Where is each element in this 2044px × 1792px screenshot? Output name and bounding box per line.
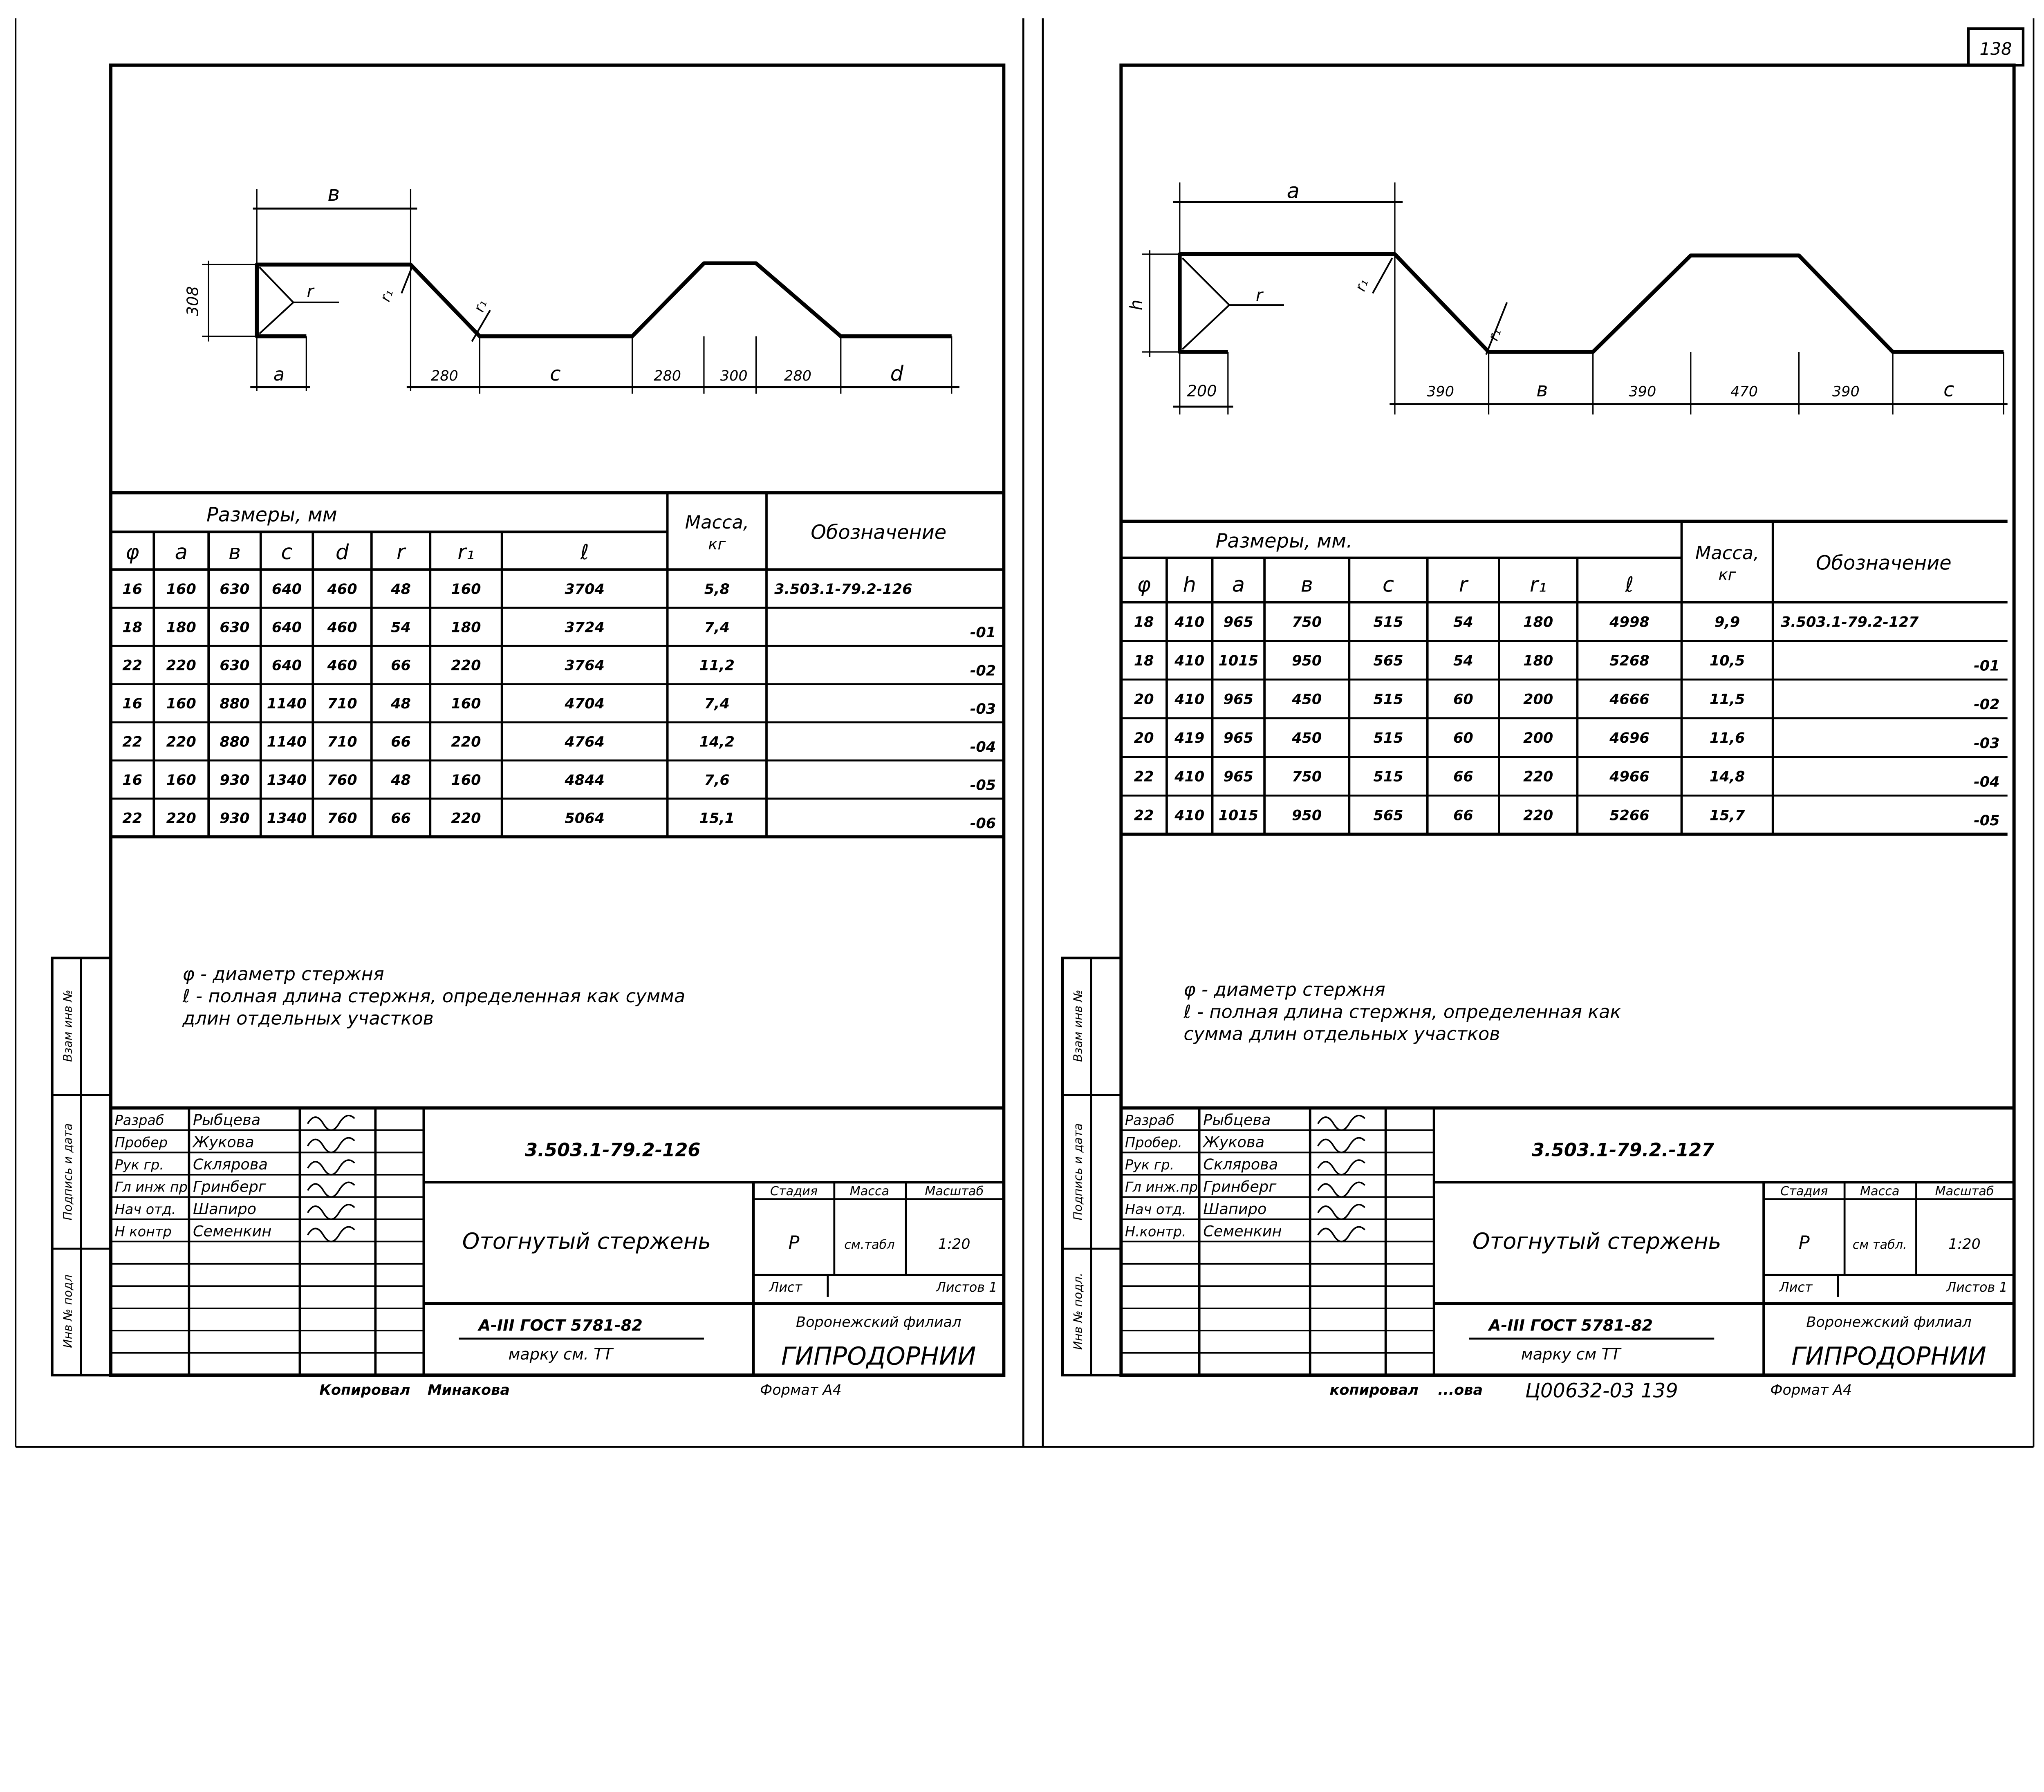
role-label: Нач отд. <box>114 1201 176 1218</box>
table-cell: 965 <box>1223 730 1253 747</box>
scale-label: Масштаб <box>925 1184 984 1199</box>
bent-bar-drawing <box>184 182 959 394</box>
designation-header: Обозначение <box>1815 552 1952 575</box>
signature-mark <box>308 1227 355 1241</box>
mass-label: Масса <box>1860 1184 1900 1199</box>
table-cell: 9,9 <box>1715 614 1740 631</box>
document-code: 3.503.1-79.2.-127 <box>1531 1139 1715 1161</box>
stage-label: Стадия <box>770 1184 818 1199</box>
mass-header: Масса, <box>1695 542 1759 564</box>
table-cell: 180 <box>166 619 196 636</box>
table-cell: 22 <box>1134 807 1154 824</box>
dim-label-a: a <box>1286 179 1300 204</box>
role-label: Разраб <box>1125 1112 1174 1129</box>
table-cell: 410 <box>1174 768 1205 785</box>
material-spec: А-III ГОСТ 5781-82 <box>1488 1316 1653 1335</box>
mass-label: Масса <box>849 1184 890 1199</box>
column-header: r <box>1459 573 1468 597</box>
copier-name: Минакова <box>427 1381 510 1398</box>
signature-mark <box>1318 1205 1365 1219</box>
table-group-header: Размеры, мм <box>206 504 337 526</box>
person-name: Семенкин <box>1203 1222 1282 1240</box>
title-block <box>1121 1108 2014 1375</box>
signature-mark <box>1318 1227 1365 1241</box>
table-cell: 160 <box>166 580 196 598</box>
table-cell: 4966 <box>1609 768 1650 785</box>
table-cell: 515 <box>1373 614 1403 631</box>
table-cell: 220 <box>451 657 481 674</box>
table-row <box>122 695 996 717</box>
signature-mark <box>308 1182 355 1197</box>
bent-bar-drawing <box>1126 179 2007 414</box>
radius1-label: r₁ <box>1485 326 1505 343</box>
table-cell: 410 <box>1174 807 1205 824</box>
table-cell: 160 <box>451 771 481 788</box>
column-header: c <box>1383 573 1394 597</box>
table-cell: 220 <box>451 733 481 750</box>
margin-stamp <box>52 958 111 1375</box>
table-cell: 10,5 <box>1709 652 1745 669</box>
material-spec: А-III ГОСТ 5781-82 <box>478 1316 643 1335</box>
table-row <box>122 581 912 598</box>
table-cell: 760 <box>327 771 357 788</box>
table-cell: 200 <box>1523 691 1553 708</box>
table-cell: 220 <box>1523 768 1553 785</box>
person-name: Рыбцева <box>193 1111 261 1129</box>
stamp-label: Инв № подл <box>61 1275 75 1348</box>
radius1-label: r₁ <box>377 287 397 304</box>
person-name: Шапиро <box>193 1200 257 1218</box>
table-cell: 66 <box>391 657 411 674</box>
table-cell: 160 <box>166 695 196 712</box>
mass-header-unit: кг <box>1718 566 1736 585</box>
format-label: Формат А4 <box>760 1381 842 1398</box>
table-cell: 220 <box>166 657 196 674</box>
organization-branch: Воронежский филиал <box>1806 1314 1972 1331</box>
table-cell: 54 <box>1453 614 1473 631</box>
designation-cell: -03 <box>1974 735 2000 752</box>
radius-leader <box>1373 258 1392 293</box>
table-cell: 160 <box>451 580 481 598</box>
column-header: r <box>397 540 406 564</box>
role-label: Н.контр. <box>1125 1223 1186 1240</box>
table-cell: 410 <box>1174 691 1205 708</box>
role-label: Пробер. <box>1125 1134 1182 1151</box>
column-header: d <box>335 540 349 564</box>
table-cell: 200 <box>1523 730 1553 747</box>
table-cell: 15,7 <box>1709 807 1745 824</box>
table-cell: 48 <box>391 580 411 598</box>
radius-label: r <box>1255 285 1263 305</box>
table-cell: 515 <box>1373 691 1403 708</box>
column-header: φ <box>1137 573 1151 597</box>
table-cell: 880 <box>220 695 250 712</box>
dim-label-seg3: 300 <box>720 367 748 385</box>
designation-cell: -02 <box>970 662 996 679</box>
column-header: в <box>1300 573 1313 597</box>
table-row <box>122 772 996 794</box>
sheets-label: Листов 1 <box>1946 1279 2008 1295</box>
table-cell: 4764 <box>565 733 605 750</box>
person-name: Жукова <box>1203 1133 1265 1151</box>
table-cell: 640 <box>271 657 302 674</box>
table-cell: 460 <box>327 580 357 598</box>
table-cell: 20 <box>1134 691 1154 708</box>
table-cell: 1015 <box>1218 807 1259 824</box>
table-cell: 20 <box>1134 730 1154 747</box>
table-cell: 965 <box>1223 768 1253 785</box>
table-cell: 965 <box>1223 691 1253 708</box>
note-line: ℓ - полная длина стержня, определенная как <box>1183 1001 1621 1023</box>
signature-mark <box>1318 1116 1365 1130</box>
footer <box>1330 1380 1852 1402</box>
material-note: марку см. ТТ <box>508 1345 613 1364</box>
table-cell: 160 <box>451 695 481 712</box>
table-cell: 1340 <box>267 771 307 788</box>
table-cell: 54 <box>391 619 411 636</box>
role-label: Пробер <box>114 1134 168 1151</box>
table-cell: 14,8 <box>1709 768 1745 785</box>
footer <box>319 1382 842 1398</box>
stamp-label: Подпись и дата <box>1071 1123 1085 1221</box>
designation-cell: -06 <box>970 815 996 832</box>
stage-value: Р <box>1798 1232 1810 1253</box>
person-name: Рыбцева <box>1203 1111 1271 1129</box>
table-cell: 5268 <box>1609 652 1650 669</box>
column-header: r₁ <box>1530 573 1547 597</box>
table-cell: 419 <box>1174 730 1205 747</box>
table-cell: 450 <box>1292 691 1322 708</box>
signature-mark <box>308 1160 355 1175</box>
table-cell: 710 <box>327 695 357 712</box>
table-cell: 7,6 <box>704 771 730 788</box>
designation-header: Обозначение <box>811 521 947 544</box>
table-cell: 515 <box>1373 768 1403 785</box>
role-label: Рук гр. <box>114 1157 164 1173</box>
table-row <box>1134 614 1919 630</box>
table-cell: 950 <box>1292 652 1322 669</box>
role-label: Рук гр. <box>1125 1157 1174 1173</box>
title-block <box>111 1108 1004 1375</box>
archive-number: Ц00632-03 139 <box>1525 1380 1678 1402</box>
copied-by-label: Копировал <box>319 1381 410 1398</box>
sheet-1 <box>52 65 1004 1398</box>
person-name: Шапиро <box>1203 1200 1267 1218</box>
table-row <box>122 733 996 755</box>
table-cell: 16 <box>122 695 143 712</box>
person-name: Жукова <box>193 1133 254 1151</box>
bar-outline <box>257 263 952 336</box>
table-cell: 11,5 <box>1709 691 1745 708</box>
column-header: φ <box>125 540 139 564</box>
table-row <box>122 619 996 641</box>
table-cell: 750 <box>1292 768 1322 785</box>
table-group-header: Размеры, мм. <box>1215 530 1353 553</box>
role-label: Нач отд. <box>1125 1201 1186 1218</box>
signature-mark <box>1318 1182 1365 1197</box>
dim-label-a: a <box>273 364 285 385</box>
table-cell: 410 <box>1174 614 1205 631</box>
notes <box>1183 979 1621 1044</box>
copied-by-label: копировал <box>1329 1381 1419 1398</box>
dim-label-h: h <box>1126 300 1146 311</box>
person-name: Гринберг <box>193 1178 267 1196</box>
table-cell: 5266 <box>1609 807 1650 824</box>
column-header: c <box>281 540 293 564</box>
stamp-label: Подпись и дата <box>61 1123 75 1221</box>
table-cell: 220 <box>166 810 196 827</box>
signature-mark <box>1318 1160 1365 1175</box>
sheet-label: Лист <box>1779 1279 1813 1295</box>
radius1-label: r₁ <box>1351 277 1372 293</box>
column-header: a <box>1232 573 1245 597</box>
dimensions-table <box>111 493 1004 837</box>
document-title: Отогнутый стержень <box>462 1228 711 1254</box>
dim-label-200: 200 <box>1187 382 1217 401</box>
table-cell: 1140 <box>267 733 307 750</box>
column-header: ℓ <box>580 540 589 564</box>
table-cell: 11,2 <box>699 657 735 674</box>
sheet-label: Лист <box>769 1279 802 1295</box>
designation-cell: -05 <box>1974 812 2000 829</box>
table-cell: 66 <box>391 733 411 750</box>
designation-cell: -04 <box>1974 773 2000 791</box>
scale-value: 1:20 <box>1948 1235 1981 1252</box>
dim-label-b: в <box>327 182 340 206</box>
table-cell: 220 <box>451 810 481 827</box>
table-cell: 1015 <box>1218 652 1259 669</box>
table-row <box>122 657 996 679</box>
note-line: φ - диаметр стержня <box>1183 979 1385 1001</box>
radius1-label: r₁ <box>471 298 491 315</box>
page-number-box <box>1968 29 2023 65</box>
table-cell: 460 <box>327 657 357 674</box>
table-cell: 160 <box>166 771 196 788</box>
note-line: φ - диаметр стержня <box>182 963 384 985</box>
bar-outline <box>1180 254 2004 352</box>
table-cell: 66 <box>391 810 411 827</box>
table-cell: 630 <box>220 580 250 598</box>
table-cell: 7,4 <box>704 695 730 712</box>
signature-mark <box>308 1138 355 1153</box>
table-cell: 220 <box>1523 807 1553 824</box>
scale-label: Масштаб <box>1935 1184 1994 1199</box>
dim-label-seg_c: c <box>550 363 561 386</box>
material-note: марку см ТТ <box>1521 1345 1621 1364</box>
organization-branch: Воронежский филиал <box>796 1314 961 1331</box>
document-title: Отогнутый стержень <box>1472 1228 1721 1254</box>
signature-mark <box>1318 1138 1365 1153</box>
designation-cell: -05 <box>970 777 996 794</box>
table-cell: 460 <box>327 619 357 636</box>
table-cell: 1140 <box>267 695 307 712</box>
table-cell: 4696 <box>1609 730 1650 747</box>
table-cell: 16 <box>122 580 143 598</box>
designation-cell: -01 <box>970 624 996 641</box>
table-cell: 630 <box>220 657 250 674</box>
note-line: ℓ - полная длина стержня, определенная как сумма <box>182 986 686 1007</box>
dim-label-seg_d: d <box>890 362 904 386</box>
table-cell: 60 <box>1453 691 1473 708</box>
table-cell: 965 <box>1223 614 1253 631</box>
table-cell: 22 <box>1134 768 1154 785</box>
sheet-2 <box>1062 65 2014 1402</box>
role-label: Гл инж.пр. <box>1125 1179 1202 1195</box>
organization-name: ГИПРОДОРНИИ <box>1791 1342 1986 1371</box>
table-cell: 22 <box>122 657 143 674</box>
format-label: Формат А4 <box>1770 1381 1852 1398</box>
column-header: ℓ <box>1625 573 1634 597</box>
dim-label-seg_c: в <box>1536 379 1548 401</box>
radius-triangle <box>260 267 294 334</box>
organization-name: ГИПРОДОРНИИ <box>781 1342 976 1371</box>
table-cell: 18 <box>122 619 143 636</box>
table-cell: 5064 <box>565 810 605 827</box>
table-cell: 180 <box>1523 652 1553 669</box>
signature-mark <box>308 1205 355 1219</box>
stamp-label: Инв № подл. <box>1071 1272 1085 1350</box>
radius-label: r <box>307 282 314 302</box>
designation-cell: -01 <box>1974 657 2000 674</box>
table-cell: 18 <box>1134 652 1154 669</box>
dim-label-seg2: 390 <box>1629 383 1656 400</box>
table-cell: 180 <box>451 619 481 636</box>
dim-label-seg1: 280 <box>430 367 458 385</box>
signature-mark <box>308 1116 355 1130</box>
table-cell: 60 <box>1453 730 1473 747</box>
table-cell: 48 <box>391 771 411 788</box>
table-cell: 14,2 <box>699 733 735 750</box>
stage-value: Р <box>788 1232 800 1253</box>
radius-triangle <box>1182 258 1229 349</box>
table-cell: 54 <box>1453 652 1473 669</box>
note-line: сумма длин отдельных участков <box>1183 1023 1500 1045</box>
table-cell: 7,4 <box>704 619 730 636</box>
dim-label-seg_d: c <box>1943 379 1954 401</box>
designation-cell: -03 <box>970 700 996 717</box>
person-name: Склярова <box>193 1156 268 1174</box>
table-cell: 950 <box>1292 807 1322 824</box>
dim-label-seg3: 470 <box>1730 383 1758 400</box>
stage-label: Стадия <box>1780 1184 1828 1199</box>
column-header: r₁ <box>457 540 475 564</box>
table-cell: 66 <box>1453 768 1473 785</box>
dim-label-seg4: 390 <box>1832 383 1860 400</box>
copier-name: ...ова <box>1438 1381 1483 1398</box>
page-number: 138 <box>1979 39 2012 59</box>
dim-label-seg4: 280 <box>784 367 811 385</box>
person-name: Гринберг <box>1203 1178 1277 1196</box>
stamp-label: Взам инв № <box>1071 990 1085 1062</box>
table-cell: 66 <box>1453 807 1473 824</box>
table-cell: 220 <box>166 733 196 750</box>
column-header: h <box>1183 573 1196 597</box>
table-cell: 22 <box>122 810 143 827</box>
table-cell: 565 <box>1373 807 1403 824</box>
table-cell: 3704 <box>565 580 605 598</box>
table-cell: 930 <box>220 810 250 827</box>
column-header: a <box>175 540 188 564</box>
table-cell: 880 <box>220 733 250 750</box>
sheets-label: Листов 1 <box>936 1279 997 1295</box>
dimensions-table <box>1121 522 2007 834</box>
table-cell: 48 <box>391 695 411 712</box>
margin-stamp <box>1062 958 1121 1375</box>
table-cell: 710 <box>327 733 357 750</box>
table-cell: 565 <box>1373 652 1403 669</box>
table-cell: 4666 <box>1609 691 1650 708</box>
role-label: Н контр <box>114 1223 172 1240</box>
dim-label-height: 308 <box>184 286 202 316</box>
table-row <box>122 810 996 832</box>
table-cell: 180 <box>1523 614 1553 631</box>
table-cell: 1340 <box>267 810 307 827</box>
table-cell: 3724 <box>565 619 605 636</box>
designation-cell: 3.503.1-79.2-126 <box>774 580 912 598</box>
table-cell: 4998 <box>1609 614 1650 631</box>
stamp-label: Взам инв № <box>61 990 75 1062</box>
dim-label-seg2: 280 <box>654 367 681 385</box>
person-name: Семенкин <box>193 1222 272 1240</box>
role-label: Гл инж пр <box>114 1179 188 1195</box>
table-cell: 515 <box>1373 730 1403 747</box>
table-cell: 760 <box>327 810 357 827</box>
table-cell: 410 <box>1174 652 1205 669</box>
table-cell: 750 <box>1292 614 1322 631</box>
designation-cell: -04 <box>970 739 996 756</box>
mass-header-unit: кг <box>708 535 726 554</box>
table-cell: 630 <box>220 619 250 636</box>
note-line: длин отдельных участков <box>182 1008 434 1029</box>
role-label: Разраб <box>114 1112 164 1129</box>
table-cell: 4844 <box>565 771 605 788</box>
table-cell: 22 <box>122 733 143 750</box>
table-cell: 3764 <box>565 657 605 674</box>
notes <box>182 963 685 1029</box>
table-cell: 15,1 <box>699 810 735 827</box>
column-header: в <box>228 540 241 564</box>
designation-cell: 3.503.1-79.2-127 <box>1780 614 1919 631</box>
mass-value: см табл. <box>1852 1237 1907 1252</box>
scale-value: 1:20 <box>938 1235 970 1252</box>
designation-cell: -02 <box>1974 696 2000 713</box>
table-cell: 5,8 <box>704 580 730 598</box>
dim-label-seg1: 390 <box>1427 383 1455 400</box>
mass-value: см.табл <box>844 1237 895 1252</box>
person-name: Склярова <box>1203 1156 1278 1174</box>
document-code: 3.503.1-79.2-126 <box>524 1139 701 1161</box>
mass-header: Масса, <box>685 512 749 533</box>
table-cell: 4704 <box>565 695 605 712</box>
table-cell: 640 <box>271 619 302 636</box>
table-cell: 930 <box>220 771 250 788</box>
table-cell: 16 <box>122 771 143 788</box>
table-cell: 450 <box>1292 730 1322 747</box>
table-cell: 640 <box>271 580 302 598</box>
table-cell: 11,6 <box>1709 730 1745 747</box>
table-cell: 18 <box>1134 614 1154 631</box>
